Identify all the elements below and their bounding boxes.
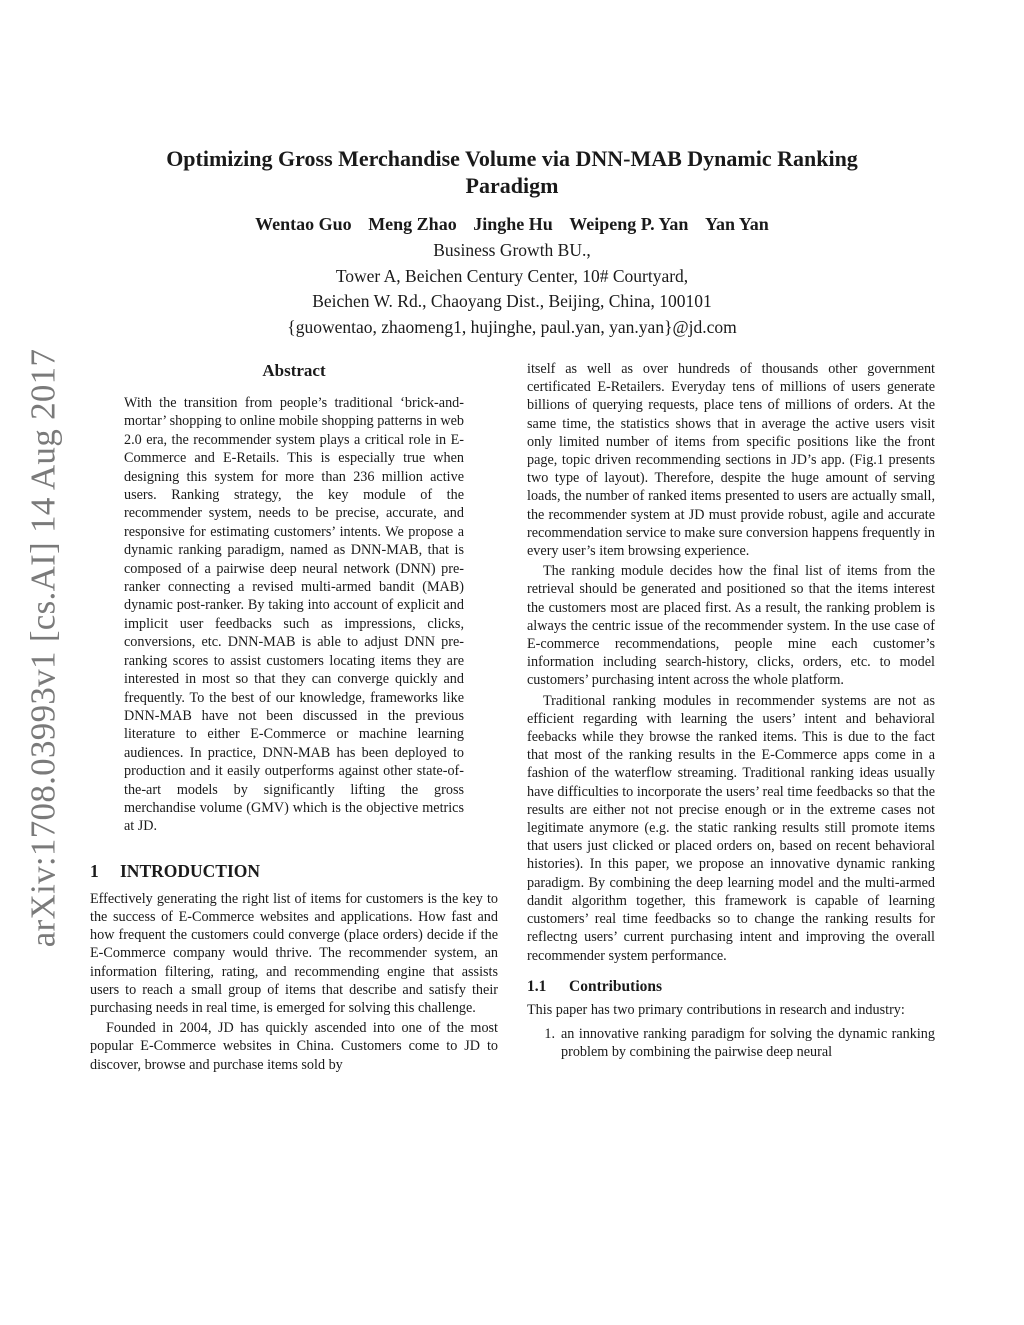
list-item-text: an innovative ranking paradigm for solving the dynamic ranking problem by combining the pairwise deep neural: [561, 1025, 935, 1061]
intro-paragraph: Founded in 2004, JD has quickly ascended into one of the most popular E-Commerce websites in China. Customers come to JD to discover, browse and purchase items sold by: [90, 1020, 498, 1073]
left-column: [90, 360, 498, 1074]
right-column: [527, 360, 935, 1061]
section-title: INTRODUCTION: [120, 860, 261, 881]
author: Meng Zhao: [368, 214, 457, 234]
abstract-body: With the transition from people’s traditional ‘brick-and-mortar’ shopping to online mobile shopping patterns in web 2.0 era, the recommender system plays a critical role in E-Commerce and E-Retails. This is especially true when designing this system for more than 236 million active users. Ranking strategy, the key module of the recommender system, needs to be precise, accurate, and responsive for estimating customers’ intents. We propose a dynamic ranking paradigm, named as DNN-MAB, that is composed of a pairwise deep neural network (DNN) pre-ranker connecting a revised multi-armed bandit (MAB) dynamic post-ranker. By taking into account of explicit and implicit user feedbacks such as impressions, clicks, conversions, etc. DNN-MAB is able to adjust DNN pre-ranking scores to assist customers locating items they are interested in most so that they can converge quickly and frequently. To the best of our knowledge, frameworks like DNN-MAB have not been discussed in the previous literature to either E-Commerce or machine learning audiences. In practice, DNN-MAB has been deployed to production and it easily outperforms against other state-of-the-art models by significantly lifting the gross merchandise volume (GMV) which is the objective metrics at JD.: [124, 395, 464, 835]
abstract-heading: Abstract: [262, 361, 326, 380]
affiliation-block: [100, 238, 924, 340]
author: Jinghe Hu: [473, 214, 553, 234]
author: Wentao Guo: [255, 214, 352, 234]
contributions-intro: This paper has two primary contributions in research and industry:: [527, 1001, 905, 1018]
section-number: 1: [90, 860, 99, 881]
arxiv-id-text: arXiv:1708.03993v1 [cs.AI] 14 Aug 2017: [23, 348, 62, 947]
author-list: [100, 212, 924, 236]
body-paragraph: itself as well as over hundreds of thousands other government certificated E-Retailers. Everyday tens of millions of users generate billions of querying requests, place tens of millions of orders. At the same time, the statistics shows that in average the active users visit only limited number of items from specific positions like the front page, topic driven recommending sections in JD’s app. (Fig.1 presents two type of layout). Therefore, despite the huge amount of serving loads, the number of ranked items presented to users are actually small, the recommender system at JD must provide robust, agile and accurate recommendation service to make sure conversion happens frequently in every user’s item browsing experience.: [527, 361, 935, 560]
author-emails: {guowentao, zhaomeng1, hujinghe, paul.yan, yan.yan}@jd.com: [287, 316, 737, 337]
affiliation-line: Tower A, Beichen Century Center, 10# Courtyard,: [335, 265, 689, 286]
subsection-title: Contributions: [569, 977, 663, 995]
list-item: [527, 1025, 935, 1061]
body-paragraph: Traditional ranking modules in recommender systems are not as efficient regarding with learning the users’ intent and behavioral feebacks while they browse the ranked items. This is due to the fact that most of the ranking results in the E-Commerce apps come in a fashion of the waterflow streaming. Traditional ranking ideas usually have difficulties to incorporate the users’ real time feedbacks so that the results are either not not precise enough or in the extreme cases not legitimate anymore (e.g. the static ranking results still promote items that users just clicked or placed orders on, based on recent behavioral histories). In this paper, we propose an innovative dynamic ranking paradigm. By combining the deep learning model and the multi-armed dandit algorithm together, this framework is capable of learning customers’ real time feedbacks so to change the ranking results for reflectng users’ current purchasing intent and improving the overall recommender system performance.: [527, 692, 935, 964]
subsection-number: 1.1: [527, 977, 547, 995]
body-paragraph: The ranking module decides how the final list of items from the retrieval should be generated and positioned so that the items interest the customers most are placed first. As a result, the ranking problem is always the centric issue of the recommender system. In the use case of E-commerce recommendations, people mine each customer’s information including search-history, clicks, orders, etc. to model customers’ purchasing intent across the whole platform.: [527, 563, 935, 689]
author: Weipeng P. Yan: [569, 214, 689, 234]
paper-title: Optimizing Gross Merchandise Volume via DNN-MAB Dynamic Ranking Paradigm: [166, 146, 858, 198]
affiliation-line: Beichen W. Rd., Chaoyang Dist., Beijing, China, 100101: [312, 291, 712, 311]
author: Yan Yan: [704, 214, 769, 234]
intro-paragraph: Effectively generating the right list of items for customers is the key to the success of E-Commerce websites and applications. How fast and how frequent the customers could converge (place orders) decide if the E-Commerce company would thrive. The recommender system, an information filtering, rating, and recommending engine that assists users to reach a small group of items that describe and satisfy their purchasing needs in real time, is emerged for solving this challenge.: [90, 890, 498, 1016]
arxiv-identifier: [20, 348, 66, 947]
subsection-heading-contributions: [527, 977, 935, 997]
affiliation-line: Business Growth BU.,: [433, 240, 591, 260]
section-heading-introduction: [90, 860, 498, 882]
list-item-number: 1.: [544, 1025, 555, 1042]
